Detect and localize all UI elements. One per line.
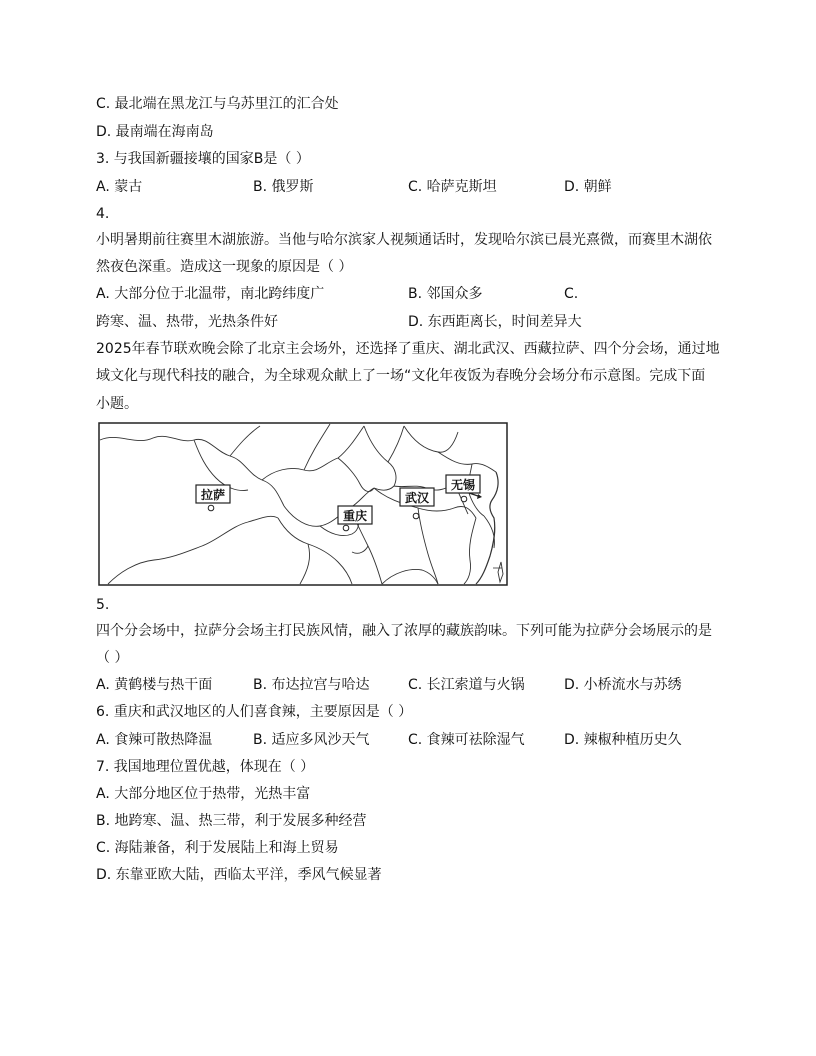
q5-option-d: D. 小桥流水与苏绣 [564, 677, 682, 693]
question-5-stem-1: 四个分会场中，拉萨分会场主打民族风情，融入了浓厚的藏族韵味。下列可能为拉萨分会场展示的是 [96, 623, 712, 639]
city-label-chongqing: 重庆 [342, 509, 368, 523]
question-4-stem-1: 小明暑期前往赛里木湖旅游。当他与哈尔滨家人视频通话时，发现哈尔滨已晨光熹微，而赛里木湖依 [96, 232, 712, 248]
q7-option-c: C. 海陆兼备，利于发展陆上和海上贸易 [96, 840, 339, 856]
wuhan-marker [413, 513, 419, 519]
q3-option-c: C. 哈萨克斯坦 [408, 179, 497, 195]
q4-option-c-prefix: C. [564, 286, 579, 302]
city-label-wuxi: 无锡 [450, 478, 476, 492]
question-7-stem: 7. 我国地理位置优越，体现在（ ） [96, 759, 315, 775]
city-label-wuhan: 武汉 [404, 491, 430, 505]
venue-distribution-map [98, 422, 510, 588]
q3-option-a: A. 蒙古 [96, 179, 143, 195]
passage-line-2: 域文化与现代科技的融合，为全球观众献上了一场“文化年夜饭为春晚分会场分布示意图。完成下面 [96, 368, 706, 384]
q4-option-a: A. 大部分位于北温带，南北跨纬度广 [96, 286, 325, 302]
q3-option-d: D. 朝鲜 [564, 179, 612, 195]
wuxi-marker [461, 496, 467, 502]
question-4-stem-2: 然夜色深重。造成这一现象的原因是（ ） [96, 259, 353, 275]
q6-option-a: A. 食辣可散热降温 [96, 732, 213, 748]
q5-option-b: B. 布达拉宫与哈达 [253, 677, 370, 693]
question-5-number: 5. [96, 597, 110, 613]
q5-option-c: C. 长江索道与火锅 [408, 677, 525, 693]
question-3-stem: 3. 与我国新疆接壤的国家B是（ ） [96, 151, 310, 167]
question-4-number: 4. [96, 206, 110, 222]
question-5-stem-2: （ ） [96, 650, 129, 666]
option-c-prev: C. 最北端在黑龙江与乌苏里江的汇合处 [96, 96, 339, 112]
q7-option-a: A. 大部分地区位于热带，光热丰富 [96, 786, 311, 802]
passage-line-3: 小题。 [96, 396, 138, 412]
q7-option-b: B. 地跨寒、温、热三带，利于发展多种经营 [96, 813, 367, 829]
q6-option-c: C. 食辣可祛除湿气 [408, 732, 525, 748]
q4-option-c-text: 跨寒、温、热带，光热条件好 [96, 314, 278, 330]
city-label-lhasa: 拉萨 [200, 488, 226, 502]
question-6-stem: 6. 重庆和武汉地区的人们喜食辣，主要原因是（ ） [96, 704, 413, 720]
chongqing-marker [343, 525, 349, 531]
q4-option-b: B. 邻国众多 [408, 286, 483, 302]
q3-option-b: B. 俄罗斯 [253, 179, 314, 195]
q6-option-b: B. 适应多风沙天气 [253, 732, 370, 748]
option-d-prev: D. 最南端在海南岛 [96, 124, 214, 140]
q6-option-d: D. 辣椒种植历史久 [564, 732, 682, 748]
q5-option-a: A. 黄鹤楼与热干面 [96, 677, 213, 693]
passage-line-1: 2025年春节联欢晚会除了北京主会场外，还选择了重庆、湖北武汉、西藏拉萨、四个分会场，通过地 [96, 341, 720, 357]
q7-option-d: D. 东靠亚欧大陆，西临太平洋，季风气候显著 [96, 867, 382, 883]
lhasa-marker [208, 505, 214, 511]
q4-option-d: D. 东西距离长，时间差异大 [408, 314, 582, 330]
